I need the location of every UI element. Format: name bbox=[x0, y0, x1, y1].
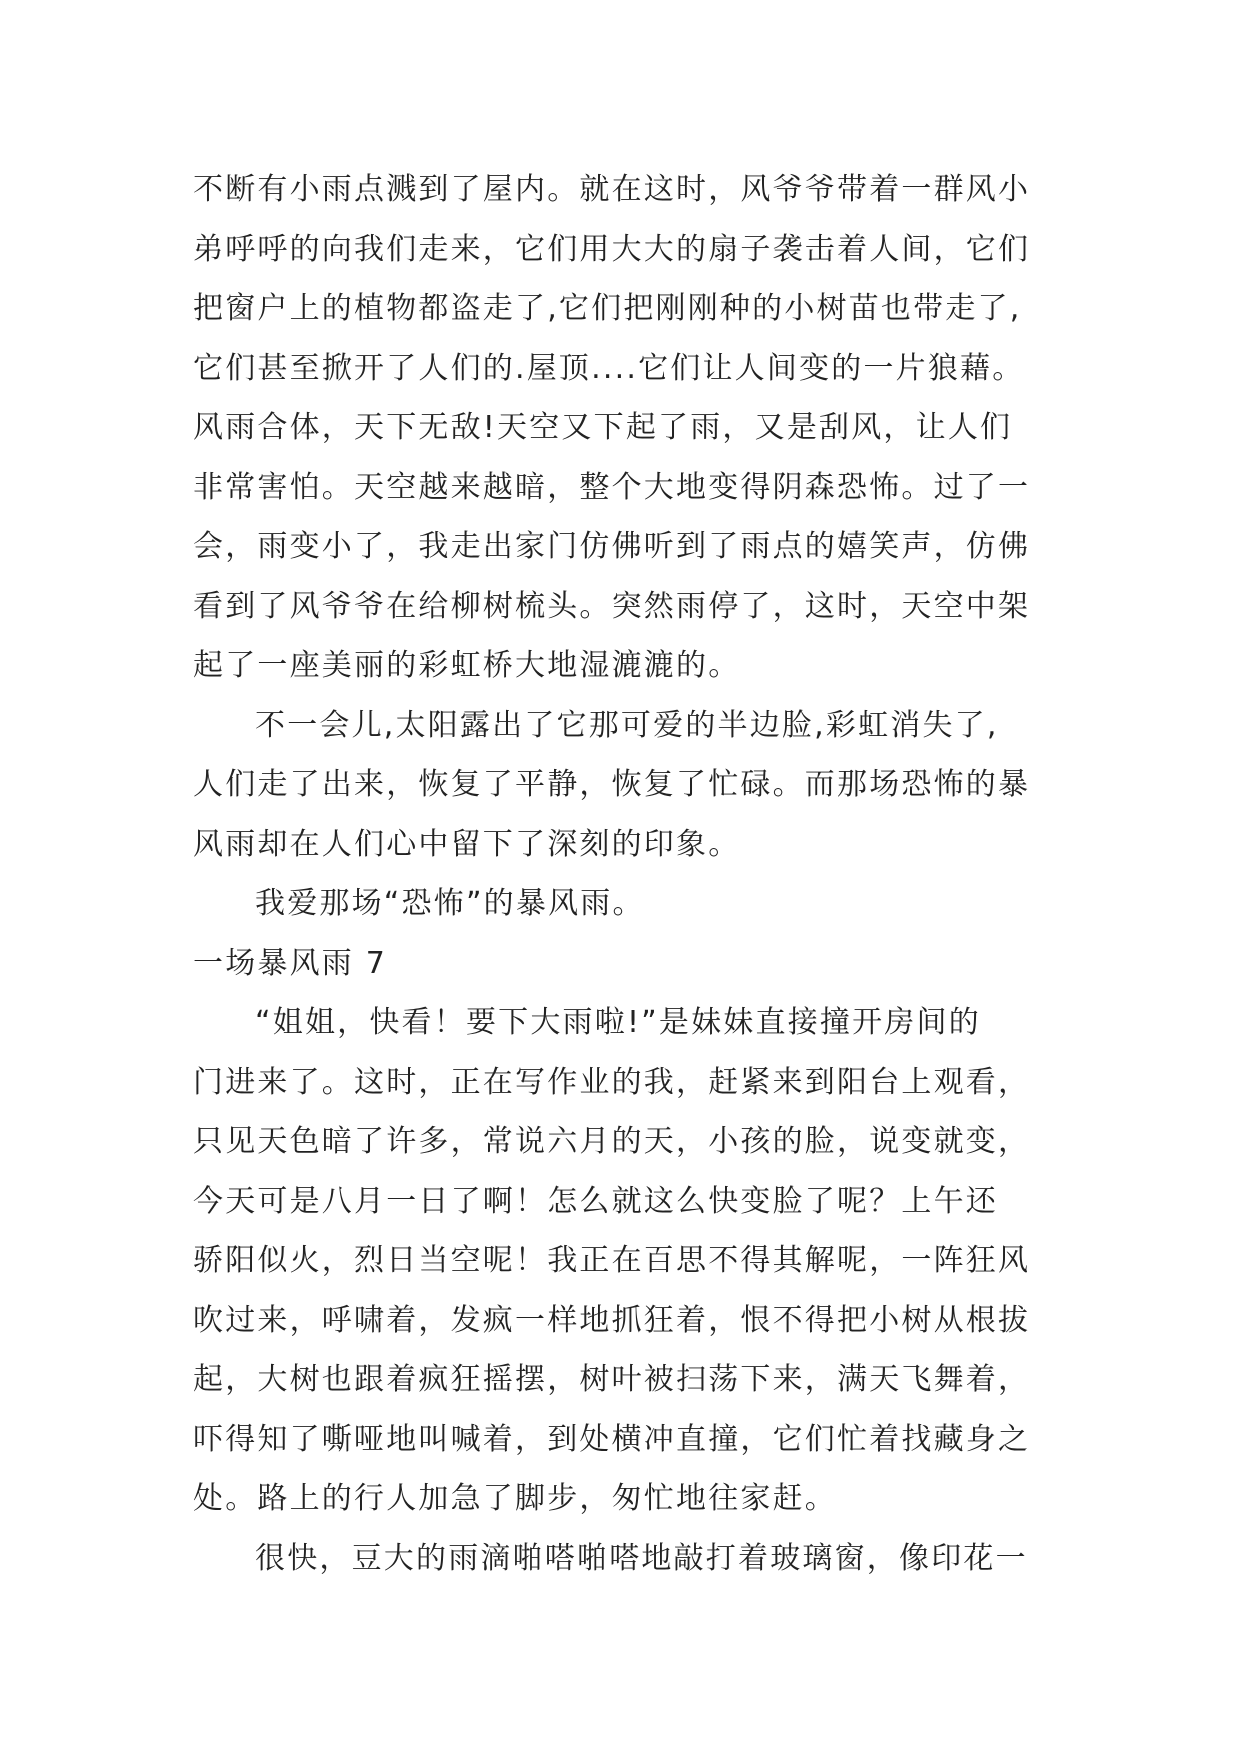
paragraph-line: 不断有小雨点溅到了屋内。就在这时，风爷爷带着一群风小 bbox=[193, 172, 1031, 207]
paragraph-line: 起，大树也跟着疯狂摇摆，树叶被扫荡下来，满天飞舞着， bbox=[193, 1362, 1031, 1397]
paragraph-first-line: 很快，豆大的雨滴啪嗒啪嗒地敲打着玻璃窗，像印花一 bbox=[255, 1540, 1028, 1576]
paragraph-line: 骄阳似火，烈日当空呢！我正在百思不得其解呢，一阵狂风 bbox=[193, 1243, 1031, 1278]
paragraph-line: 门进来了。这时，正在写作业的我，赶紧来到阳台上观看， bbox=[193, 1064, 1031, 1100]
paragraph-line: 人们走了出来，恢复了平静，恢复了忙碌。而那场恐怖的暴 bbox=[193, 767, 1031, 802]
paragraph-line: 今天可是八月一日了啊！怎么就这么快变脸了呢？上午还 bbox=[193, 1183, 998, 1219]
paragraph-line: 风雨合体，天下无敌!天空又下起了雨，又是刮风，让人们 bbox=[193, 410, 1013, 445]
paragraph-line: 会，雨变小了，我走出家门仿佛听到了雨点的嬉笑声，仿佛 bbox=[193, 529, 1031, 564]
paragraph-line: 吹过来，呼啸着，发疯一样地抓狂着，恨不得把小树从根拔 bbox=[193, 1302, 1031, 1338]
section-heading: 一场暴风雨 7 bbox=[193, 945, 388, 981]
paragraph-line: 它们甚至掀开了人们的.屋顶....它们让人间变的一片狼藉。 bbox=[193, 350, 1025, 386]
paragraph-line: 吓得知了嘶哑地叫喊着，到处横冲直撞，它们忙着找藏身之 bbox=[193, 1421, 1031, 1457]
paragraph-line: 风雨却在人们心中留下了深刻的印象。 bbox=[193, 826, 741, 862]
paragraph-line: 把窗户上的植物都盗走了,它们把刚刚种的小树苗也带走了, bbox=[193, 291, 1022, 326]
paragraph-first-line: 不一会儿,太阳露出了它那可爱的半边脸,彩虹消失了, bbox=[255, 707, 999, 743]
paragraph-first-line: “姐姐，快看！要下大雨啦!”是妹妹直接撞开房间的 bbox=[255, 1005, 981, 1040]
paragraph-line: 弟呼呼的向我们走来，它们用大大的扇子袭击着人间，它们 bbox=[193, 231, 1031, 267]
paragraph-first-line: 我爱那场“恐怖”的暴风雨。 bbox=[255, 886, 645, 921]
paragraph-line: 看到了风爷爷在给柳树梳头。突然雨停了，这时，天空中架 bbox=[193, 588, 1031, 624]
essay-body bbox=[193, 160, 1093, 1588]
paragraph-line: 只见天色暗了许多，常说六月的天，小孩的脸，说变就变， bbox=[193, 1124, 1031, 1159]
paragraph-line: 非常害怕。天空越来越暗，整个大地变得阴森恐怖。过了一 bbox=[193, 469, 1031, 505]
paragraph-line: 起了一座美丽的彩虹桥大地湿漉漉的。 bbox=[193, 648, 741, 683]
paragraph-line: 处。路上的行人加急了脚步，匆忙地往家赶。 bbox=[193, 1481, 837, 1516]
